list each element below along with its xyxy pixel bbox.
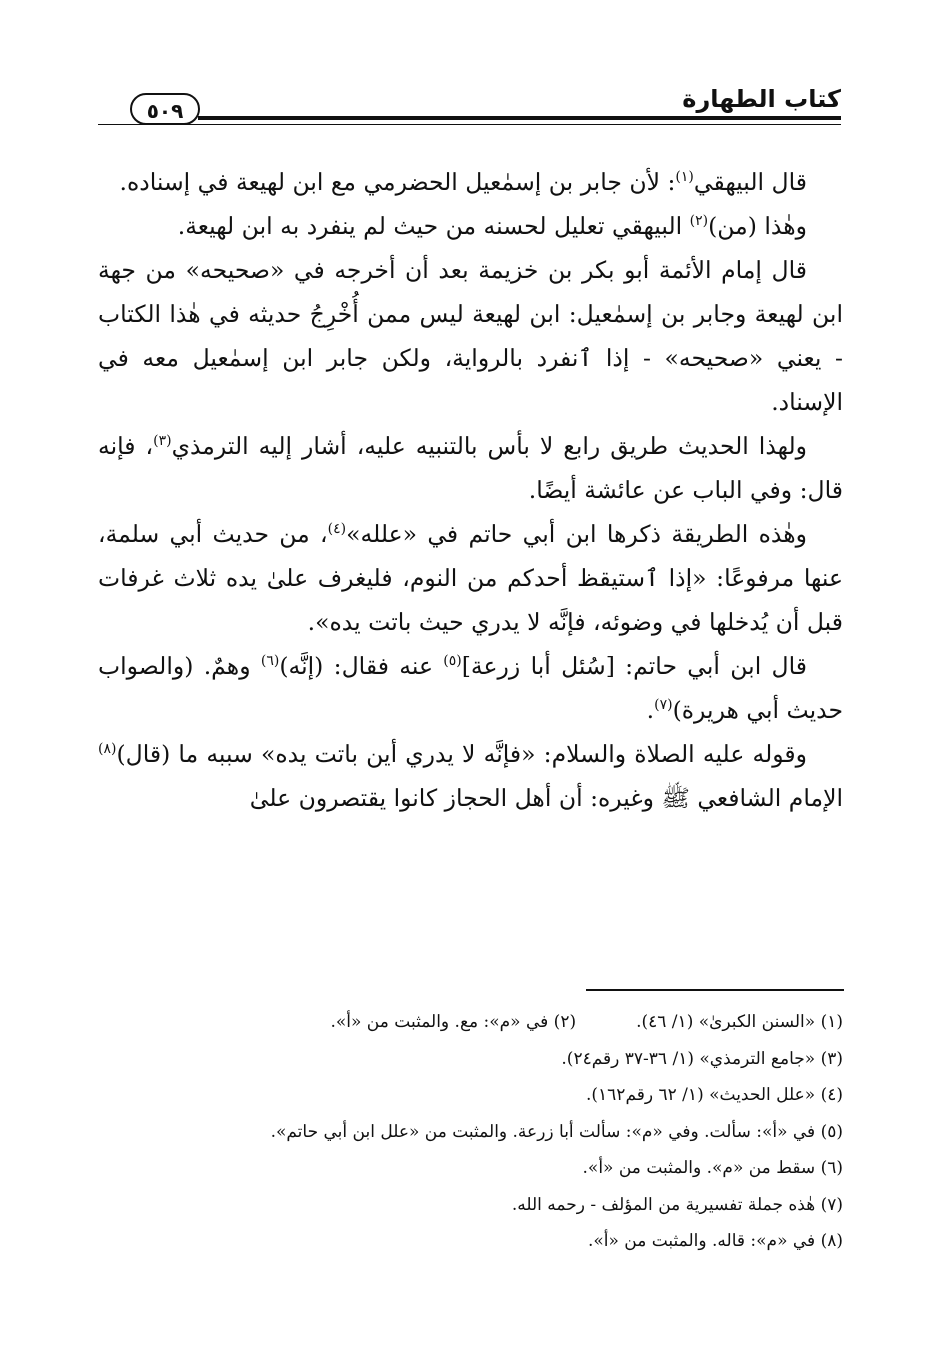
footnote-row-1: [98, 1004, 843, 1041]
text-run: قال ابن أبي حاتم: [سُئل أبا زرعة]: [461, 652, 808, 680]
paragraph-1: [98, 160, 843, 204]
paragraph-5: [98, 512, 843, 644]
paragraph-4: [98, 424, 843, 512]
footnote-1: (١) «السنن الكبرىٰ» (١/ ٤٦).: [636, 1012, 843, 1032]
text-run: الإمام الشافعي ﷺ وغيره: أن أهل الحجاز كانوا يقتصرون علىٰ: [249, 784, 843, 812]
page-number: ٥٠٩: [130, 93, 200, 125]
page-header: [98, 84, 841, 134]
text-run: وهٰذه الطريقة ذكرها ابن أبي حاتم في «علله»: [346, 520, 807, 548]
main-text: [98, 160, 843, 820]
footnotes: [98, 1004, 843, 1260]
text-run: عنه فقال: (إنَّه): [279, 652, 444, 680]
footnote-ref-7[interactable]: (٧): [654, 697, 673, 714]
text-run: وهٰذا (من): [708, 212, 807, 240]
footnote-6: (٦) سقط من «م». والمثبت من «أ».: [582, 1158, 843, 1178]
footnote-ref-1[interactable]: (١): [675, 169, 694, 186]
text-run: البيهقي تعليل لحسنه من حيث لم ينفرد به ابن لهيعة.: [177, 212, 690, 240]
paragraph-2: [98, 204, 843, 248]
footnote-8: (٨) في «م»: قاله. والمثبت من «أ».: [587, 1231, 843, 1251]
footnote-ref-4[interactable]: (٤): [327, 521, 347, 538]
text-run: ، فإنه قال: وفي الباب عن عائشة أيضًا.: [98, 432, 843, 504]
chapter-title: كتاب الطهارة: [682, 85, 841, 113]
text-run: ولهذا الحديث طريق رابع لا بأس بالتنبيه عليه، أشار إليه الترمذي: [171, 432, 808, 460]
header-rule-thin: [98, 124, 841, 125]
footnote-ref-5[interactable]: (٥): [443, 653, 462, 670]
footnote-7: (٧) هٰذه جملة تفسيرية من المؤلف - رحمه الله.: [511, 1194, 843, 1215]
text-run: وهمٌ. (والصواب حديث أبي هريرة): [98, 652, 843, 724]
footnote-ref-3[interactable]: (٣): [153, 433, 172, 450]
text-run: .: [646, 696, 655, 724]
footnote-separator: [586, 989, 844, 991]
header-rule-thick: [198, 116, 841, 120]
text-run: : لأن جابر بن إسمٰعيل الحضرمي مع ابن لهيعة في إسناده.: [119, 168, 676, 196]
text-run: وقوله عليه الصلاة والسلام: «فإنَّه لا يدري أين باتت يده» سببه ما (قال): [116, 740, 807, 768]
text-run: ، من حديث أبي سلمة، عنها مرفوعًا: «إذا ٱستيقظ أحدكم من النوم، فليغرف علىٰ يده ثلاث غرفات قبل أن يُدخلها في وضوئه، فإنَّه لا يدري حيث باتت يده».: [98, 520, 843, 636]
footnote-ref-8[interactable]: (٨): [98, 741, 117, 758]
footnote-5: (٥) في «أ»: سألت. وفي «م»: سألت أبا زرعة. والمثبت من «علل ابن أبي حاتم».: [270, 1121, 843, 1142]
text-run: قال البيهقي: [693, 168, 807, 196]
paragraph-3: قال إمام الأئمة أبو بكر بن خزيمة بعد أن أخرجه في «صحيحه» من جهة ابن لهيعة وجابر بن إسمٰعيل: ابن لهيعة ليس ممن أُخْرِجُ حديثه في هٰذا الكتاب - يعني «صحيحه» - إذا ٱنفرد بالرواية، ولكن جابر ابن إسمٰعيل معه في الإسناد.: [98, 256, 843, 416]
footnote-3: (٣) «جامع الترمذي» (١/ ٣٦-٣٧ رقم٢٤).: [561, 1048, 843, 1069]
footnote-ref-2[interactable]: (٢): [689, 213, 709, 230]
footnote-2: (٢) في «م»: مع. والمثبت من «أ».: [330, 1012, 577, 1032]
footnote-ref-6[interactable]: (٦): [260, 653, 280, 670]
paragraph-6: [98, 644, 843, 732]
footnote-4: (٤) «علل الحديث» (١/ ٦٢ رقم١٦٢).: [586, 1085, 843, 1105]
paragraph-7: [98, 732, 843, 820]
